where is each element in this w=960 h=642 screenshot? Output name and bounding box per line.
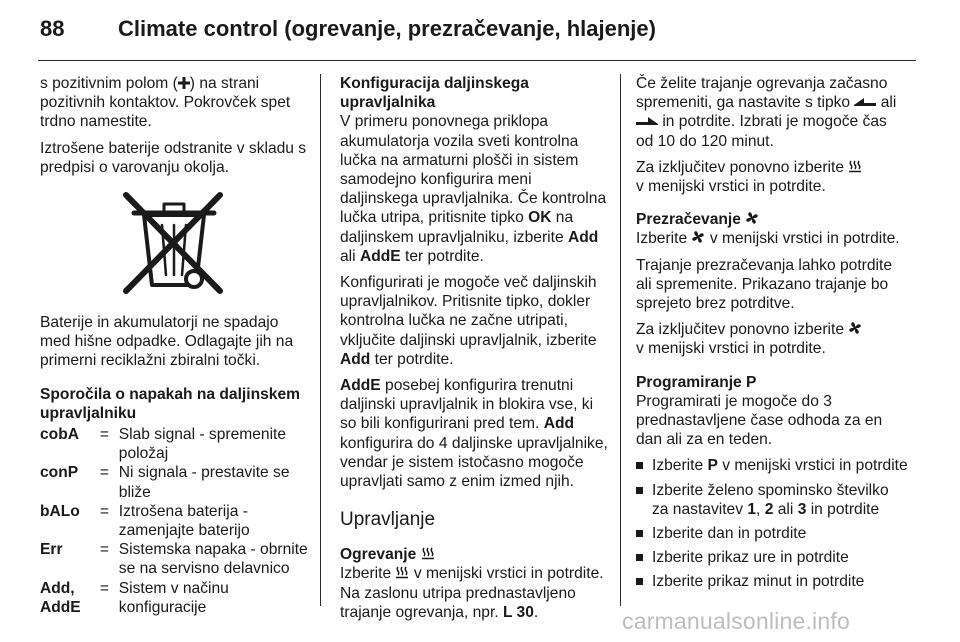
table-row [40, 579, 308, 617]
equals-sign: = [99, 541, 109, 559]
heading-heating: Ogrevanje [340, 545, 612, 564]
fan-icon [745, 211, 759, 228]
equals-sign: = [99, 464, 109, 482]
column-right [636, 74, 908, 597]
error-description: Iztrošena baterija - zamenjajte baterijo [118, 502, 250, 540]
heading-error-messages: Sporočila o napakah na daljinskem upravljalniku [40, 385, 300, 422]
table-row [40, 425, 308, 463]
programming-steps [636, 456, 908, 591]
bullet-icon [636, 530, 643, 537]
column-divider-left [320, 74, 321, 606]
list-item: Izberite dan in potrdite [636, 524, 908, 543]
error-code-table [40, 425, 308, 617]
bullet-icon [636, 578, 643, 585]
list-item: Izberite prikaz ure in potrdite [636, 548, 908, 567]
section-title: Upravljanje [340, 509, 436, 531]
table-row [40, 463, 308, 501]
paragraph-programming: Programirati je mogoče do 3 prednastavljene čase odhoda za en dan ali za en teden. [636, 392, 883, 449]
paragraph-polarity: s pozitivnim polom ( ) na strani pozitivnih kontaktov. Pokrovček spet trdno namestite. [40, 75, 291, 131]
paragraph-heating: Izberite v menijski vrstici in potrdite. Na zaslonu utripa prednastavljeno trajanje ogrevanja, npr. L 30. [340, 565, 604, 621]
heading-programming: Programiranje P [636, 373, 757, 391]
heating-icon [395, 565, 409, 582]
table-row [40, 540, 308, 578]
equals-sign: = [99, 502, 109, 520]
heading-ventilation: Prezračevanje [636, 210, 908, 229]
paragraph-vent-duration: Trajanje prezračevanja lahko potrdite ali spremenite. Prikazano trajanje bo sprejeto brez potrditve. [636, 256, 892, 313]
header-rule [38, 60, 916, 61]
error-code: Add, AddE [40, 579, 81, 616]
error-code: conP [40, 464, 79, 482]
paragraph-vent-off: Za izključitev ponovno izberite v menijski vrstici in potrdite. [636, 320, 908, 358]
error-code: bALo [40, 502, 80, 520]
error-code: cobA [40, 426, 79, 444]
error-description: Slab signal - spremenite položaj [118, 426, 287, 463]
paragraph-heating-off: Za izključitev ponovno izberite v menijski vrstici in potrdite. [636, 158, 908, 196]
column-divider-right [620, 74, 621, 606]
page-header [0, 0, 960, 64]
table-row [40, 502, 308, 540]
column-left [40, 74, 308, 617]
crossed-bin-icon [40, 191, 308, 297]
page-number: 88 [40, 16, 65, 41]
equals-sign: = [99, 579, 109, 597]
paragraph-duration: Če želite trajanje ogrevanja začasno spremeniti, ga nastavite s tipko ali in potrdite. Izbrati je mogoče čas od 10 do 120 minut. [636, 75, 897, 150]
list-item: Izberite P v menijski vrstici in potrdite [636, 456, 908, 475]
heating-icon [421, 546, 435, 563]
bullet-icon [636, 554, 643, 561]
fan-icon [691, 230, 705, 247]
paragraph-disposal: Iztrošene baterije odstranite v skladu s predpisi o varovanju okolja. [40, 139, 307, 176]
paragraph-config-3: AddE posebej konfigurira trenutni daljinski upravljalnik in blokira vse, ki so bili konfigurirani pred tem. Add konfigurira do 4 daljinske upravljalnike, vendar je sistem istočasno mogoče upravljati samo z enim izmed njih. [340, 377, 608, 491]
page-title: Climate control (ogrevanje, prezračevanje, hlajenje) [118, 16, 656, 41]
list-item: Izberite želeno spominsko številko za nastavitev 1, 2 ali 3 in potrdite [636, 481, 908, 519]
paragraph-config-2: Konfigurirati je mogoče več daljinskih upravljalnikov. Pritisnite tipko, dokler kontrolna lučka ne začne utripati, vključite daljinski upravljalnik, izberite Add ter potrdite. [340, 274, 597, 368]
heading-remote-config: Konfiguracija daljinskega upravljalnika [340, 75, 529, 112]
fan-icon [848, 321, 862, 338]
equals-sign: = [99, 426, 109, 444]
column-middle [340, 74, 612, 629]
heating-icon [848, 159, 862, 176]
plus-icon [178, 75, 190, 92]
paragraph-vent-select: Izberite v menijski vrstici in potrdite. [636, 230, 900, 248]
watermark: carmanualsonline.info [622, 608, 850, 634]
list-item: Izberite prikaz minut in potrdite [636, 572, 908, 591]
bullet-icon [636, 487, 643, 494]
error-description: Sistem v načinu konfiguracije [118, 579, 229, 616]
error-description: Sistemska napaka - obrnite se na servisno delavnico [118, 541, 308, 578]
paragraph-config-1: V primeru ponovnega priklopa akumulatorja vozila sveti kontrolna lučka na armaturni plošči in sistem samodejno konfigurira meni daljinskega upravljalnika. Če kontrolna lučka utripa, pritisnite tipko OK na daljinskem upravljalniku, izberite Add ali AddE ter potrdite. [340, 113, 607, 265]
key-left-icon [854, 94, 876, 111]
bullet-icon [636, 462, 643, 469]
error-description: Ni signala - prestavite se bliže [118, 464, 290, 501]
paragraph-recycle: Baterije in akumulatorji ne spadajo med hišne odpadke. Odlagajte jih na primerni reciklažni zbiralni točki. [40, 314, 294, 370]
error-code: Err [40, 541, 63, 559]
key-right-icon [636, 113, 658, 130]
